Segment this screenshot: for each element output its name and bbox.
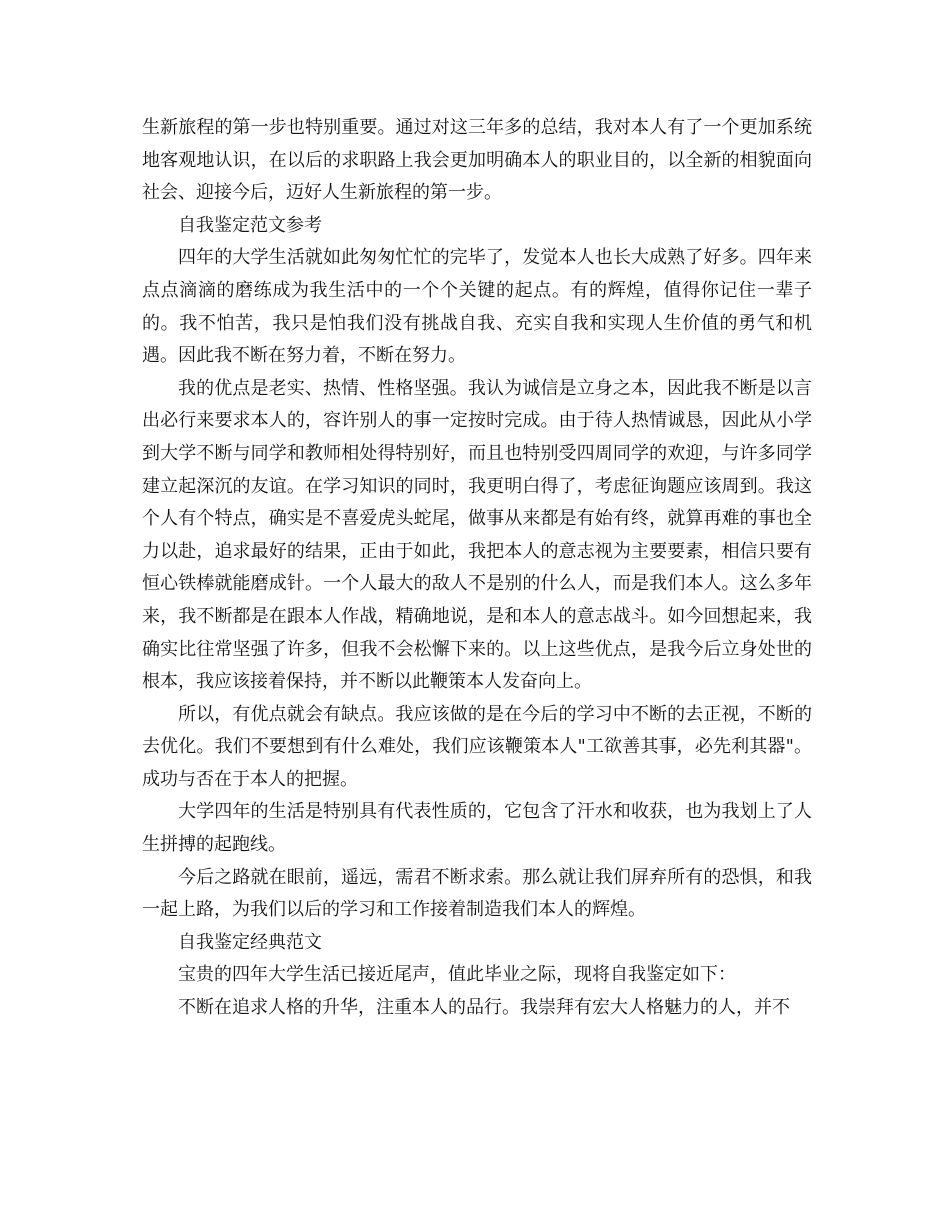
paragraph-strengths: 我的优点是老实、热情、性格坚强。我认为诚信是立身之本，因此我不断是以言出必行来要求本人的，容许别人的事一定按时完成。由于待人热情诚恳，因此从小学到大学不断与同学和教师相处得特别好，而且也特别受四周同学的欢迎，与许多同学建立起深沉的友谊。在学习知识的同时，我更明白得了，考虑征询题应该周到。我这个人有个特点，确实是不喜爱虎头蛇尾，做事从来都是有始有终，就算再难的事也全力以赴，追求最好的结果，正由于如此，我把本人的意志视为主要要素，相信只要有恒心铁棒就能磨成针。一个人最大的敌人不是别的什么人，而是我们本人。这么多年来，我不断都是在跟本人作战，精确地说，是和本人的意志战斗。如今回想起来，我确实比往常坚强了许多，但我不会松懈下来的。以上这些优点，是我今后立身处世的根本，我应该接着保持，并不断以此鞭策本人发奋向上。 [142, 377, 812, 693]
paragraph-future-path: 今后之路就在眼前，遥远，需君不断求索。那么就让我们屏弃所有的恐惧，和我一起上路，为我们以后的学习和工作接着制造我们本人的辉煌。 [142, 866, 812, 921]
section-heading-classic: 自我鉴定经典范文 [178, 931, 322, 953]
section-heading-reference: 自我鉴定范文参考 [178, 214, 322, 236]
paragraph-shortcomings: 所以，有优点就会有缺点。我应该做的是在今后的学习中不断的去正视，不断的去优化。我们不要想到有什么难处，我们应该鞭策本人"工欲善其事，必先利其器"。成功与否在于本人的把握。 [142, 703, 812, 790]
paragraph-university-life: 大学四年的生活是特别具有代表性质的，它包含了汗水和收获，也为我划上了人生拼搏的起跑线。 [142, 801, 812, 856]
paragraph-intro: 宝贵的四年大学生活已接近尾声，值此毕业之际，现将自我鉴定如下： [178, 964, 736, 986]
paragraph-four-years: 四年的大学生活就如此匆匆忙忙的完毕了，发觉本人也长大成熟了好多。四年来点点滴滴的磨练成为我生活中的一个个关键的起点。有的辉煌，值得你记住一辈子的。我不怕苦，我只是怕我们没有挑战自我、充实自我和实现人生价值的勇气和机遇。因此我不断在努力着，不断在努力。 [142, 247, 812, 367]
paragraph-character: 不断在追求人格的升华，注重本人的品行。我崇拜有宏大人格魅力的人，并不 [178, 997, 790, 1019]
document-body [142, 112, 812, 1025]
paragraph-continuation: 生新旅程的第一步也特别重要。通过对这三年多的总结，我对本人有了一个更加系统地客观地认识，在以后的求职路上我会更加明确本人的职业目的，以全新的相貌面向社会、迎接今后，迈好人生新旅程的第一步。 [142, 117, 812, 204]
